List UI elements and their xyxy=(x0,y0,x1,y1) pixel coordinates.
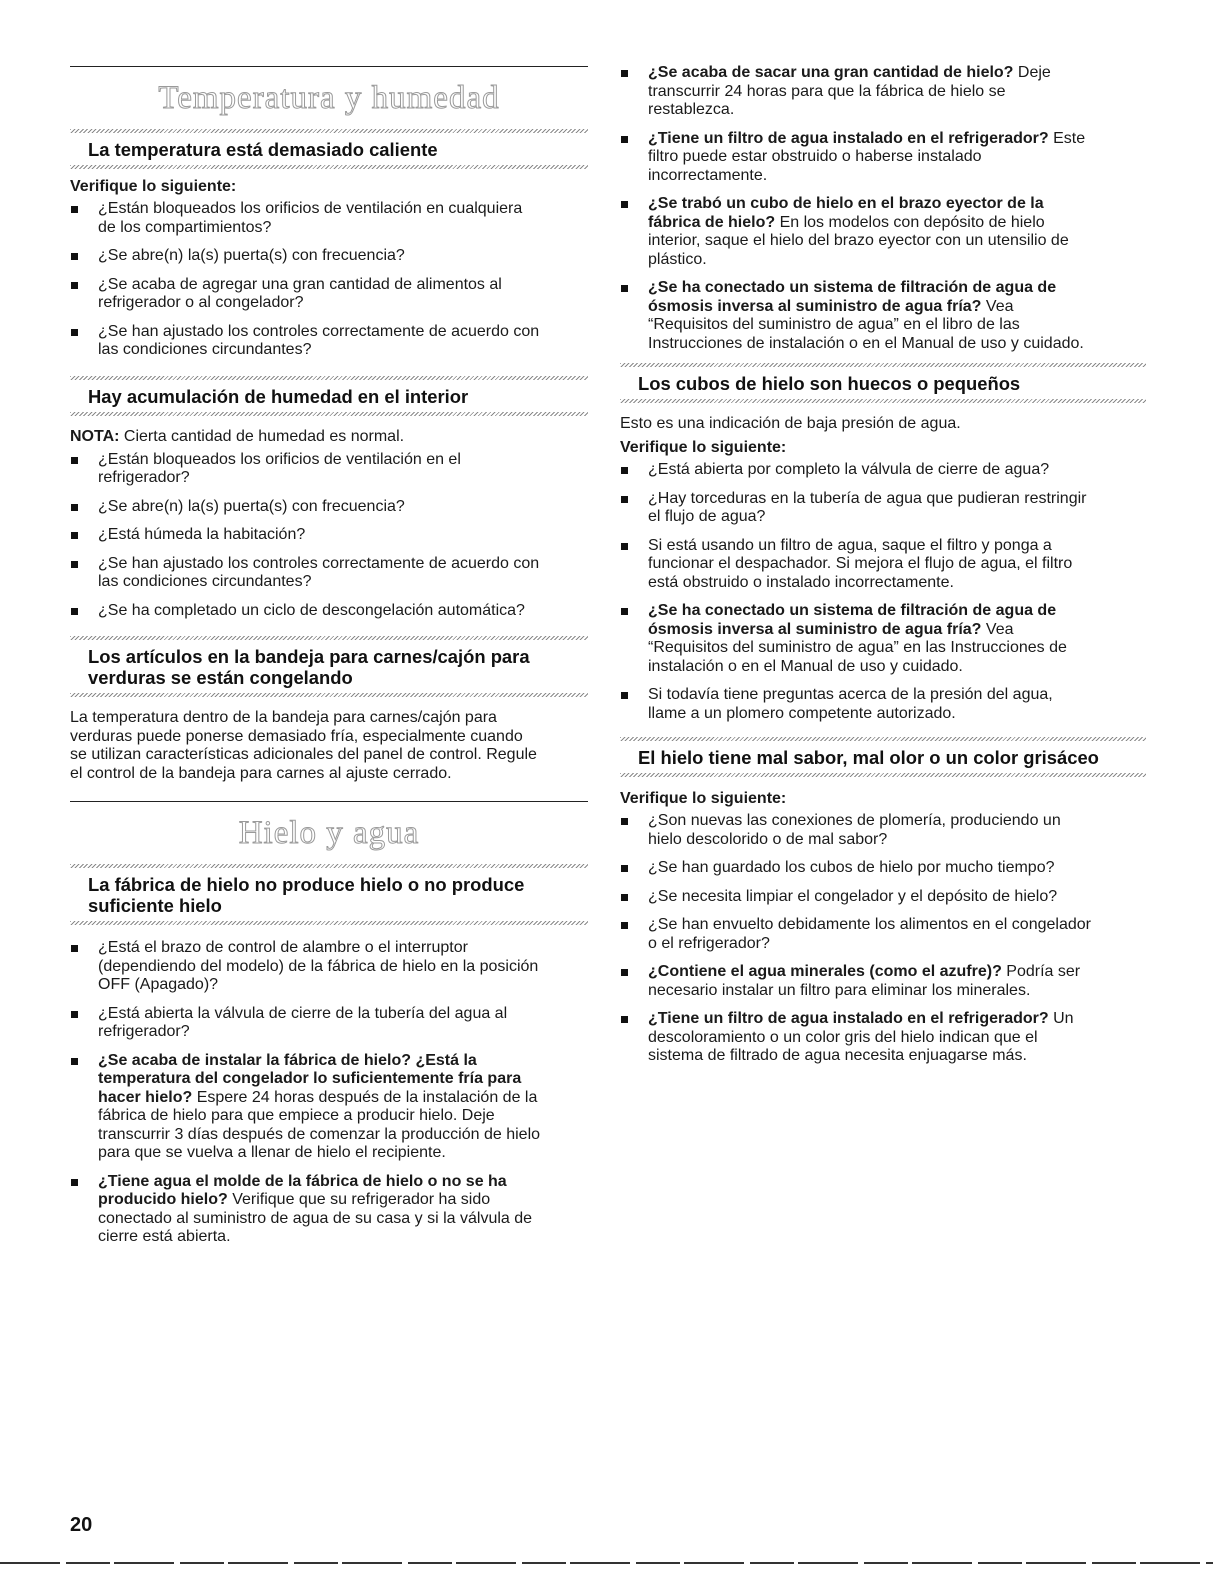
list-item-text: ¿Se abre(n) la(s) puerta(s) con frecuencia? xyxy=(98,247,405,264)
list-item xyxy=(70,323,588,360)
list-item xyxy=(70,276,588,313)
list-item-text: ¿Se han envuelto debidamente los alimentos en el congelador xyxy=(648,916,1091,933)
subsection-title xyxy=(70,640,588,693)
subsection-title-line: suficiente hielo xyxy=(88,895,222,916)
list-item-text: sistema de filtrado de agua necesita enjuagarse más. xyxy=(648,1047,1027,1064)
checklist xyxy=(620,461,1146,723)
subsection-fabrica-hielo xyxy=(70,864,588,1247)
list-item-text: Instrucciones de instalación o en el Manual de uso y cuidado. xyxy=(648,334,1084,352)
list-item-text: Si todavía tiene preguntas acerca de la presión del agua, xyxy=(648,686,1053,703)
list-item-bold-text: ¿Contiene el agua minerales (como el azufre)? xyxy=(648,963,1002,980)
list-item-bold-text: ¿Se ha conectado un sistema de filtración de agua de xyxy=(648,279,1057,296)
list-item-text: o el refrigerador? xyxy=(648,934,770,952)
note-label: NOTA: xyxy=(70,427,120,445)
list-item xyxy=(620,916,1146,953)
list-item-text: transcurrir 3 días después de comenzar la producción de hielo xyxy=(98,1125,541,1143)
list-item-text: conectado al suministro de agua de su casa y si la válvula de xyxy=(98,1209,533,1227)
bottom-rule xyxy=(0,1562,1213,1564)
list-item-text: Si está usando un filtro de agua, saque el filtro y ponga a xyxy=(648,536,1052,554)
list-item xyxy=(70,1173,588,1247)
list-item xyxy=(70,939,588,995)
list-item-text: (dependiendo del modelo) de la fábrica de hielo en la posición xyxy=(98,957,539,975)
list-item xyxy=(70,526,588,545)
paragraph-line: el control de la bandeja para carnes al ajuste cerrado. xyxy=(70,764,452,782)
list-item xyxy=(70,602,588,621)
list-item-text: ¿Está abierta por completo la válvula de cierre de agua? xyxy=(648,461,1050,478)
list-item-bold-text: hacer hielo? xyxy=(98,1088,193,1106)
subsection-title: Los cubos de hielo son huecos o pequeños xyxy=(638,373,1021,394)
list-item-text: ¿Se han guardado los cubos de hielo por mucho tiempo? xyxy=(648,859,1055,876)
hatch-divider xyxy=(620,399,1146,403)
list-item-text: ¿Está el brazo de control de alambre o el interruptor xyxy=(98,939,468,956)
list-item-text: interior, saque el hielo del brazo eyector con un utensilio de xyxy=(648,232,1069,249)
list-item-text: ¿Se abre(n) la(s) puerta(s) con frecuencia? xyxy=(98,497,405,515)
list-item-text: ¿Se necesita limpiar el congelador y el depósito de hielo? xyxy=(648,887,1058,905)
list-item-text: “Requisitos del suministro de agua” en el libro de las xyxy=(648,316,1020,333)
list-item xyxy=(620,859,1146,878)
list-item-bold-text: temperatura del congelador lo suficientemente fría para xyxy=(98,1070,522,1087)
list-item-bold-text: ósmosis inversa al suministro de agua fría? xyxy=(648,297,982,315)
list-item-text: refrigerador o al congelador? xyxy=(98,294,304,311)
list-item xyxy=(620,812,1146,849)
list-item xyxy=(70,498,588,517)
hatch-divider xyxy=(70,165,588,169)
list-item-text: OFF (Apagado)? xyxy=(98,976,219,993)
list-item-text: ¿Se ha completado un ciclo de descongelación automática? xyxy=(98,601,525,619)
list-item-text: Verifique que su refrigerador ha sido xyxy=(227,1191,491,1208)
list-item-text: Vea xyxy=(981,620,1014,638)
checklist xyxy=(70,200,588,360)
subsection-title: El hielo tiene mal sabor, mal olor o un color grisáceo xyxy=(638,747,1099,768)
list-item-text: En los modelos con depósito de hielo xyxy=(775,213,1045,231)
list-item-text: ¿Son nuevas las conexiones de plomería, produciendo un xyxy=(648,812,1061,829)
list-item xyxy=(620,963,1146,1000)
list-item-bold-text: fábrica de hielo? xyxy=(648,213,776,231)
list-item xyxy=(620,1010,1146,1066)
list-item-bold-text: ¿Tiene un filtro de agua instalado en el refrigerador? xyxy=(648,129,1049,147)
list-item-text: Vea xyxy=(981,297,1014,315)
paragraph xyxy=(70,709,588,783)
list-item-text: Espere 24 horas después de la instalación de la xyxy=(192,1088,538,1106)
paragraph-line: se utilizan características adicionales del panel de control. Regule xyxy=(70,746,537,763)
list-item-bold-text: ¿Se acaba de instalar la fábrica de hielo? ¿Está la xyxy=(98,1051,477,1069)
list-item-text: incorrectamente. xyxy=(648,166,768,184)
list-item-text: instalación o en el Manual de uso y cuidado. xyxy=(648,657,963,675)
hatch-divider xyxy=(620,773,1146,777)
subsection-temperatura-caliente xyxy=(70,129,588,360)
list-item-text: refrigerador? xyxy=(98,1023,190,1040)
checklist xyxy=(620,812,1146,1066)
list-item xyxy=(70,1005,588,1042)
subsection-mal-sabor xyxy=(620,737,1146,1066)
paragraph-line: verduras puede ponerse demasiado fría, especialmente cuando xyxy=(70,727,523,745)
section-header-temperatura xyxy=(70,66,588,127)
list-item xyxy=(70,555,588,592)
list-item xyxy=(620,537,1146,593)
list-item-text: el flujo de agua? xyxy=(648,508,766,525)
checklist xyxy=(70,451,588,621)
list-item-text: ¿Se han ajustado los controles correctamente de acuerdo con xyxy=(98,322,540,340)
list-item-text: Este xyxy=(1048,129,1086,147)
list-item-text: ¿Hay torceduras en la tubería de agua que pudieran restringir xyxy=(648,489,1087,507)
subsection-title: La temperatura está demasiado caliente xyxy=(88,139,438,160)
list-item-text: restablezca. xyxy=(648,101,735,118)
list-item-text: Deje xyxy=(1013,64,1051,81)
verify-label: Verifique lo siguiente: xyxy=(620,439,787,456)
list-item-text: hielo descolorido o de mal sabor? xyxy=(648,830,888,848)
list-item-text: llame a un plomero competente autorizado. xyxy=(648,704,956,722)
list-item-bold-text: ¿Tiene agua el molde de la fábrica de hielo o no se ha xyxy=(98,1172,507,1190)
section-title: Temperatura y humedad xyxy=(158,80,500,116)
list-item xyxy=(620,888,1146,907)
list-item xyxy=(620,686,1146,723)
list-item-text: ¿Está abierta la válvula de cierre de la tubería del agua al xyxy=(98,1004,508,1022)
list-item-bold-text: ¿Se ha conectado un sistema de filtración de agua de xyxy=(648,602,1057,619)
list-item xyxy=(620,490,1146,527)
list-item-bold-text: ¿Se acaba de sacar una gran cantidad de hielo? xyxy=(648,64,1014,81)
list-item-text: ¿Se acaba de agregar una gran cantidad de alimentos al xyxy=(98,275,502,293)
list-item xyxy=(70,1052,588,1163)
subsection-cubos-huecos xyxy=(620,363,1146,723)
list-item-bold-text: ¿Tiene un filtro de agua instalado en el refrigerador? xyxy=(648,1010,1049,1027)
list-item-text: plástico. xyxy=(648,250,707,268)
list-item-text: necesario instalar un filtro para eliminar los minerales. xyxy=(648,981,1031,999)
note-text: Cierta cantidad de humedad es normal. xyxy=(119,427,405,445)
list-item xyxy=(620,279,1146,353)
subsection-title-line: La fábrica de hielo no produce hielo o no produce xyxy=(88,874,525,895)
right-column xyxy=(620,0,1146,1076)
verify-label: Verifique lo siguiente: xyxy=(620,790,787,807)
hatch-divider xyxy=(70,412,588,416)
subsection-humedad xyxy=(70,376,588,621)
page-number: 20 xyxy=(70,1514,93,1536)
checklist xyxy=(620,64,1146,353)
list-item-text: refrigerador? xyxy=(98,469,190,486)
list-item xyxy=(620,195,1146,269)
list-item-text: Un xyxy=(1048,1010,1074,1027)
subsection-title-line: Los artículos en la bandeja para carnes/cajón para xyxy=(88,646,530,667)
section-header-hielo xyxy=(70,801,588,862)
list-item-text: ¿Se han ajustado los controles correctamente de acuerdo con xyxy=(98,554,540,572)
list-item-text: fábrica de hielo para que empiece a producir hielo. Deje xyxy=(98,1107,495,1124)
subsection-title: Hay acumulación de humedad en el interior xyxy=(88,385,469,407)
list-item xyxy=(620,130,1146,186)
subsection-title-line: verduras se están congelando xyxy=(88,667,353,688)
section-title: Hielo y agua xyxy=(238,815,420,851)
list-item xyxy=(620,64,1146,120)
list-item-text: de los compartimientos? xyxy=(98,218,272,236)
subsection-articulos-congelando xyxy=(70,636,588,783)
list-item-text: cierre está abierta. xyxy=(98,1228,231,1245)
list-item-text: Podría ser xyxy=(1001,963,1081,980)
note xyxy=(70,427,588,446)
list-item-text: está obstruido o instalado incorrectamente. xyxy=(648,573,954,591)
hatch-divider xyxy=(70,693,588,697)
subsection-title xyxy=(70,868,588,921)
list-item xyxy=(620,602,1146,676)
list-item-text: las condiciones circundantes? xyxy=(98,573,312,590)
list-item-text: las condiciones circundantes? xyxy=(98,341,312,358)
list-item xyxy=(70,200,588,237)
list-item-text: ¿Están bloqueados los orificios de ventilación en el xyxy=(98,450,461,468)
list-item-text: para que se vuelva a llenar de hielo el recipiente. xyxy=(98,1144,446,1161)
list-item-bold-text: ¿Se trabó un cubo de hielo en el brazo eyector de la xyxy=(648,195,1044,212)
list-item-bold-text: ósmosis inversa al suministro de agua fría? xyxy=(648,620,982,638)
list-item-bold-text: producido hielo? xyxy=(98,1191,228,1208)
list-item-text: ¿Está húmeda la habitación? xyxy=(98,526,306,543)
list-item-text: ¿Están bloqueados los orificios de ventilación en cualquiera xyxy=(98,200,523,217)
list-item-text: funcionar el despachador. Si mejora el flujo de agua, el filtro xyxy=(648,555,1073,572)
verify-label: Verifique lo siguiente: xyxy=(70,178,237,195)
list-item xyxy=(620,461,1146,480)
list-item xyxy=(70,451,588,488)
list-item-text: transcurrir 24 horas para que la fábrica de hielo se xyxy=(648,82,1006,100)
list-item xyxy=(70,247,588,266)
lead-text: Esto es una indicación de baja presión de agua. xyxy=(620,415,961,432)
list-item-text: “Requisitos del suministro de agua” en las Instrucciones de xyxy=(648,639,1067,656)
list-item-text: descoloramiento o un color gris del hielo indican que el xyxy=(648,1028,1038,1046)
list-item-text: filtro puede estar obstruido o haberse instalado xyxy=(648,148,982,165)
left-column xyxy=(70,0,588,1257)
paragraph-line: La temperatura dentro de la bandeja para carnes/cajón para xyxy=(70,709,497,726)
checklist xyxy=(70,939,588,1247)
